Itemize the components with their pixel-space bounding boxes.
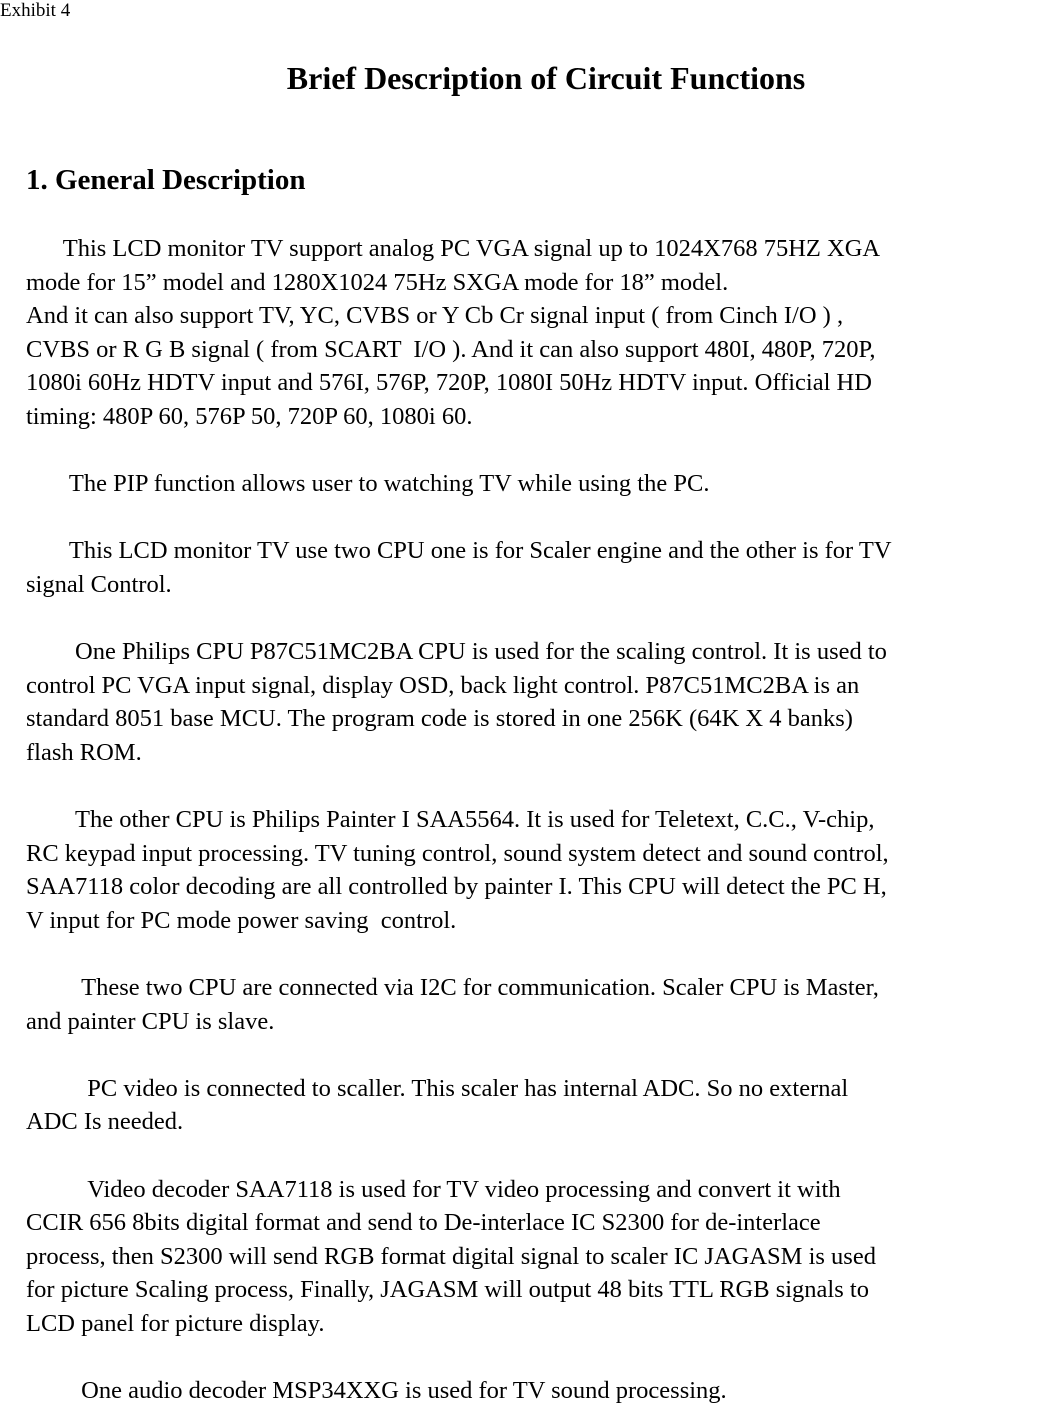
paragraph-gap	[26, 1139, 1052, 1173]
body-text-line: And it can also support TV, YC, CVBS or Y Cb Cr signal input ( from Cinch I/O ) ,	[26, 302, 844, 330]
body-text-line: PC video is connected to scaller. This scaler has internal ADC. So no external	[26, 1074, 849, 1102]
body-text-line: mode for 15” model and 1280X1024 75Hz SXGA mode for 18” model.	[26, 268, 729, 296]
section-heading: 1. General Description	[26, 164, 306, 196]
document-title: Brief Description of Circuit Functions	[286, 60, 806, 96]
body-text-line: Video decoder SAA7118 is used for TV video processing and convert it with	[26, 1175, 841, 1203]
paragraph-gap	[26, 937, 1052, 971]
body-text-line: The other CPU is Philips Painter I SAA5564. It is used for Teletext, C.C., V-chip,	[26, 806, 875, 834]
body-text-line: and painter CPU is slave.	[26, 1007, 275, 1035]
body-text-line: signal Control.	[26, 570, 172, 598]
body-text-line: process, then S2300 will send RGB format digital signal to scaler IC JAGASM is used	[26, 1242, 876, 1270]
body-text-line: This LCD monitor TV use two CPU one is for Scaler engine and the other is for TV	[26, 537, 892, 565]
body-text-line: flash ROM.	[26, 738, 142, 766]
body-text-line: One Philips CPU P87C51MC2BA CPU is used for the scaling control. It is used to	[26, 638, 887, 666]
body-text-line: One audio decoder MSP34XXG is used for TV sound processing.	[26, 1377, 727, 1405]
paragraph-gap	[26, 602, 1052, 636]
body-text-line: timing: 480P 60, 576P 50, 720P 60, 1080i 60.	[26, 402, 473, 430]
body-text-line: These two CPU are connected via I2C for communication. Scaler CPU is Master,	[26, 974, 879, 1002]
paragraph-gap	[26, 501, 1052, 535]
exhibit-label: Exhibit 4	[0, 0, 71, 21]
paragraph-gap	[26, 434, 1052, 468]
body-text-line: RC keypad input processing. TV tuning control, sound system detect and sound control,	[26, 839, 889, 867]
body-text-line: for picture Scaling process, Finally, JAGASM will output 48 bits TTL RGB signals to	[26, 1276, 869, 1304]
body-text-line: ADC Is needed.	[26, 1108, 184, 1136]
body-text-line: control PC VGA input signal, display OSD, back light control. P87C51MC2BA is an	[26, 671, 860, 699]
paragraph-gap	[26, 1038, 1052, 1072]
body-text-line: The PIP function allows user to watching TV while using the PC.	[26, 470, 710, 498]
body-text-line: SAA7118 color decoding are all controlled by painter I. This CPU will detect the PC H,	[26, 873, 887, 901]
body-text-line: LCD panel for picture display.	[26, 1310, 325, 1337]
body-text-line: CVBS or R G B signal ( from SCART I/O ). And it can also support 480I, 480P, 720P,	[26, 335, 876, 363]
section-body	[26, 232, 1052, 1408]
body-text-line: 1080i 60Hz HDTV input and 576I, 576P, 720P, 1080I 50Hz HDTV input. Official HD	[26, 369, 872, 397]
body-text-line: V input for PC mode power saving control.	[26, 906, 457, 934]
body-text-line: CCIR 656 8bits digital format and send to De-interlace IC S2300 for de-interlace	[26, 1209, 821, 1237]
paragraph-gap	[26, 1341, 1052, 1375]
body-text-line: standard 8051 base MCU. The program code is stored in one 256K (64K X 4 banks)	[26, 705, 853, 733]
body-text-line: This LCD monitor TV support analog PC VGA signal up to 1024X768 75HZ XGA	[26, 235, 881, 262]
paragraph-gap	[26, 770, 1052, 804]
